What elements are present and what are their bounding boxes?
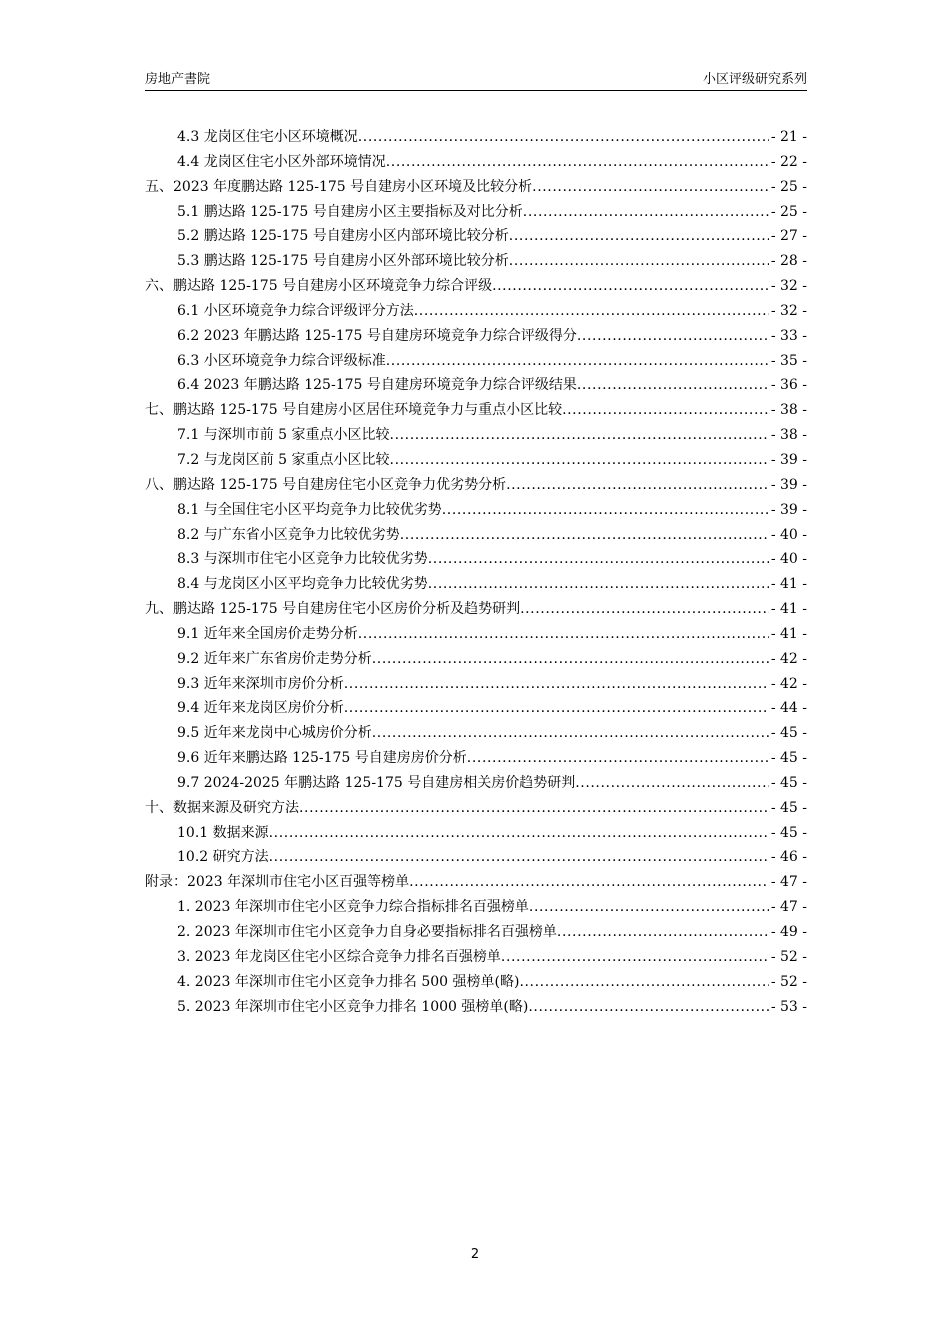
toc-entry[interactable] bbox=[145, 696, 807, 721]
toc-entry[interactable] bbox=[145, 224, 807, 249]
toc-entry-title: 9.4 近年来龙岗区房价分析 bbox=[177, 700, 344, 717]
toc-entry[interactable] bbox=[145, 920, 807, 945]
toc-entry-page: - 39 - bbox=[770, 451, 807, 468]
toc-entry-page: - 32 - bbox=[770, 302, 807, 319]
toc-entry-page: - 52 - bbox=[770, 948, 807, 965]
toc-entry-title: 6.2 2023 年鹏达路 125-175 号自建房环境竞争力综合评级得分 bbox=[177, 327, 577, 344]
toc-entry-title: 4.4 龙岗区住宅小区外部环境情况 bbox=[177, 153, 386, 170]
toc-entry-page: - 25 - bbox=[770, 203, 807, 220]
toc-leader-dots bbox=[519, 970, 768, 995]
toc-entry-page: - 25 - bbox=[770, 178, 807, 195]
toc-entry-page: - 40 - bbox=[770, 526, 807, 543]
toc-leader-dots bbox=[358, 125, 769, 150]
header-publisher: 房地产書院 bbox=[145, 72, 211, 87]
toc-entry[interactable] bbox=[145, 597, 807, 622]
toc-entry[interactable] bbox=[145, 175, 807, 200]
toc-entry-title: 3. 2023 年龙岗区住宅小区综合竞争力排名百强榜单 bbox=[177, 948, 501, 965]
toc-entry-page: - 45 - bbox=[770, 750, 807, 767]
toc-entry-title: 10.1 数据来源 bbox=[177, 824, 269, 841]
toc-entry-page: - 44 - bbox=[770, 700, 807, 717]
toc-entry-page: - 40 - bbox=[770, 551, 807, 568]
toc-entry-page: - 39 - bbox=[770, 501, 807, 518]
toc-entry-title: 6.1 小区环境竞争力综合评级评分方法 bbox=[177, 302, 414, 319]
toc-leader-dots bbox=[506, 473, 769, 498]
toc-leader-dots bbox=[428, 572, 769, 597]
toc-leader-dots bbox=[529, 895, 769, 920]
toc-leader-dots bbox=[269, 821, 769, 846]
toc-entry[interactable] bbox=[145, 523, 807, 548]
toc-entry[interactable] bbox=[145, 200, 807, 225]
toc-entry-page: - 42 - bbox=[770, 650, 807, 667]
toc-entry[interactable] bbox=[145, 572, 807, 597]
toc-entry-title: 5. 2023 年深圳市住宅小区竞争力排名 1000 强榜单(略) bbox=[177, 998, 529, 1015]
toc-leader-dots bbox=[577, 373, 769, 398]
toc-entry-title: 5.1 鹏达路 125-175 号自建房小区主要指标及对比分析 bbox=[177, 203, 523, 220]
toc-entry-title: 9.6 近年来鹏达路 125-175 号自建房房价分析 bbox=[177, 750, 467, 767]
toc-entry-page: - 47 - bbox=[770, 874, 807, 891]
toc-entry-title: 10.2 研究方法 bbox=[177, 849, 269, 866]
toc-entry-page: - 41 - bbox=[770, 625, 807, 642]
toc-entry[interactable] bbox=[145, 349, 807, 374]
toc-entry-title: 9.2 近年来广东省房价走势分析 bbox=[177, 650, 372, 667]
toc-entry-page: - 27 - bbox=[770, 228, 807, 245]
toc-entry-page: - 32 - bbox=[770, 278, 807, 295]
toc-leader-dots bbox=[400, 523, 769, 548]
toc-entry-title: 七、鹏达路 125-175 号自建房小区居住环境竞争力与重点小区比较 bbox=[145, 402, 563, 419]
toc-leader-dots bbox=[528, 995, 768, 1020]
toc-entry[interactable] bbox=[145, 870, 807, 895]
toc-entry[interactable] bbox=[145, 423, 807, 448]
header-series-title: 小区评级研究系列 bbox=[702, 72, 807, 87]
toc-entry-page: - 45 - bbox=[770, 799, 807, 816]
toc-entry[interactable] bbox=[145, 845, 807, 870]
toc-entry[interactable] bbox=[145, 895, 807, 920]
toc-entry-page: - 21 - bbox=[770, 129, 807, 145]
toc-leader-dots bbox=[358, 622, 769, 647]
toc-entry[interactable] bbox=[145, 274, 807, 299]
toc-entry-page: - 33 - bbox=[770, 327, 807, 344]
toc-entry[interactable] bbox=[145, 721, 807, 746]
toc-entry[interactable] bbox=[145, 945, 807, 970]
toc-entry[interactable] bbox=[145, 448, 807, 473]
toc-entry[interactable] bbox=[145, 796, 807, 821]
toc-entry[interactable] bbox=[145, 771, 807, 796]
toc-leader-dots bbox=[577, 324, 769, 349]
toc-entry[interactable] bbox=[145, 150, 807, 175]
toc-entry[interactable] bbox=[145, 547, 807, 572]
toc-entry-title: 九、鹏达路 125-175 号自建房住宅小区房价分析及趋势研判 bbox=[145, 601, 521, 618]
toc-leader-dots bbox=[509, 249, 769, 274]
toc-leader-dots bbox=[390, 448, 769, 473]
toc-leader-dots bbox=[492, 274, 769, 299]
toc-entry-page: - 35 - bbox=[770, 352, 807, 369]
toc-entry[interactable] bbox=[145, 746, 807, 771]
toc-leader-dots bbox=[409, 870, 769, 895]
toc-leader-dots bbox=[520, 597, 769, 622]
toc-leader-dots bbox=[344, 672, 769, 697]
toc-entry[interactable] bbox=[145, 373, 807, 398]
toc-entry-title: 6.4 2023 年鹏达路 125-175 号自建房环境竞争力综合评级结果 bbox=[177, 377, 577, 394]
toc-entry-page: - 53 - bbox=[770, 998, 807, 1015]
toc-entry[interactable] bbox=[145, 299, 807, 324]
toc-entry-page: - 22 - bbox=[770, 153, 807, 170]
toc-leader-dots bbox=[390, 423, 769, 448]
toc-entry[interactable] bbox=[145, 473, 807, 498]
toc-entry-title: 9.5 近年来龙岗中心城房价分析 bbox=[177, 725, 372, 742]
page-header bbox=[145, 66, 807, 91]
toc-entry-page: - 52 - bbox=[770, 973, 807, 990]
toc-entry-page: - 45 - bbox=[770, 725, 807, 742]
toc-entry[interactable] bbox=[145, 995, 807, 1020]
toc-entry-title: 1. 2023 年深圳市住宅小区竞争力综合指标排名百强榜单 bbox=[177, 899, 529, 916]
toc-entry-page: - 46 - bbox=[770, 849, 807, 866]
toc-leader-dots bbox=[523, 200, 769, 225]
toc-entry-title: 8.2 与广东省小区竞争力比较优劣势 bbox=[177, 526, 400, 543]
toc-entry-page: - 41 - bbox=[770, 576, 807, 593]
toc-leader-dots bbox=[575, 771, 769, 796]
toc-entry[interactable] bbox=[145, 324, 807, 349]
toc-entry-page: - 39 - bbox=[770, 476, 807, 493]
toc-entry-page: - 36 - bbox=[770, 377, 807, 394]
toc-entry-title: 4.3 龙岗区住宅小区环境概况 bbox=[177, 129, 358, 145]
toc-leader-dots bbox=[386, 150, 769, 175]
toc-leader-dots bbox=[269, 845, 769, 870]
toc-entry-title: 9.7 2024-2025 年鹏达路 125-175 号自建房相关房价趋势研判 bbox=[177, 774, 576, 791]
toc-entry-title: 6.3 小区环境竞争力综合评级标准 bbox=[177, 352, 386, 369]
toc-entry-page: - 49 - bbox=[770, 924, 807, 940]
toc-entry-title: 9.1 近年来全国房价走势分析 bbox=[177, 625, 358, 642]
toc-entry-title: 2. 2023 年深圳市住宅小区竞争力自身必要指标排名百强榜单 bbox=[177, 924, 557, 940]
toc-entry-title: 六、鹏达路 125-175 号自建房小区环境竞争力综合评级 bbox=[145, 278, 493, 295]
toc-entry[interactable] bbox=[145, 821, 807, 846]
toc-entry[interactable] bbox=[145, 647, 807, 672]
toc-leader-dots bbox=[344, 696, 769, 721]
toc-entry-title: 五、2023 年度鹏达路 125-175 号自建房小区环境及比较分析 bbox=[145, 178, 533, 195]
toc-entry-page: - 38 - bbox=[770, 427, 807, 444]
toc-entry-page: - 28 - bbox=[770, 253, 807, 270]
toc-leader-dots bbox=[414, 299, 769, 324]
toc-leader-dots bbox=[467, 746, 769, 771]
toc-entry-title: 附录：2023 年深圳市住宅小区百强等榜单 bbox=[145, 874, 410, 891]
toc-entry[interactable] bbox=[145, 622, 807, 647]
toc-leader-dots bbox=[299, 796, 769, 821]
toc-entry-page: - 42 - bbox=[770, 675, 807, 692]
toc-entry-title: 4. 2023 年深圳市住宅小区竞争力排名 500 强榜单(略) bbox=[177, 973, 520, 990]
toc-leader-dots bbox=[428, 547, 769, 572]
toc-entry-title: 9.3 近年来深圳市房价分析 bbox=[177, 675, 344, 692]
toc-entry-title: 7.1 与深圳市前 5 家重点小区比较 bbox=[177, 427, 390, 444]
toc-entry[interactable] bbox=[145, 970, 807, 995]
toc-leader-dots bbox=[532, 175, 769, 200]
toc-leader-dots bbox=[442, 498, 769, 523]
toc-entry[interactable] bbox=[145, 498, 807, 523]
toc-leader-dots bbox=[386, 349, 769, 374]
toc-entry-title: 8.1 与全国住宅小区平均竞争力比较优劣势 bbox=[177, 501, 442, 518]
toc-entry[interactable] bbox=[145, 672, 807, 697]
toc-leader-dots bbox=[509, 224, 769, 249]
toc-leader-dots bbox=[372, 647, 769, 672]
toc-entry[interactable] bbox=[145, 249, 807, 274]
toc-leader-dots bbox=[562, 398, 769, 423]
toc-leader-dots bbox=[372, 721, 769, 746]
toc-entry-title: 十、数据来源及研究方法 bbox=[145, 799, 299, 816]
toc-entry-title: 5.3 鹏达路 125-175 号自建房小区外部环境比较分析 bbox=[177, 253, 509, 270]
toc-leader-dots bbox=[557, 920, 769, 945]
toc-entry-title: 5.2 鹏达路 125-175 号自建房小区内部环境比较分析 bbox=[177, 228, 509, 245]
toc-entry-page: - 38 - bbox=[770, 402, 807, 419]
toc-entry[interactable] bbox=[145, 125, 807, 150]
page-number: 2 bbox=[470, 1247, 480, 1262]
toc-entry-page: - 47 - bbox=[770, 899, 807, 916]
table-of-contents bbox=[145, 125, 807, 1019]
toc-entry-title: 8.4 与龙岗区小区平均竞争力比较优劣势 bbox=[177, 576, 428, 593]
toc-entry[interactable] bbox=[145, 398, 807, 423]
toc-entry-page: - 41 - bbox=[770, 601, 807, 618]
toc-entry-title: 八、鹏达路 125-175 号自建房住宅小区竞争力优劣势分析 bbox=[145, 476, 507, 493]
toc-entry-title: 8.3 与深圳市住宅小区竞争力比较优劣势 bbox=[177, 551, 428, 568]
toc-entry-page: - 45 - bbox=[770, 824, 807, 841]
toc-leader-dots bbox=[501, 945, 769, 970]
toc-entry-page: - 45 - bbox=[770, 774, 807, 791]
toc-entry-title: 7.2 与龙岗区前 5 家重点小区比较 bbox=[177, 451, 390, 468]
